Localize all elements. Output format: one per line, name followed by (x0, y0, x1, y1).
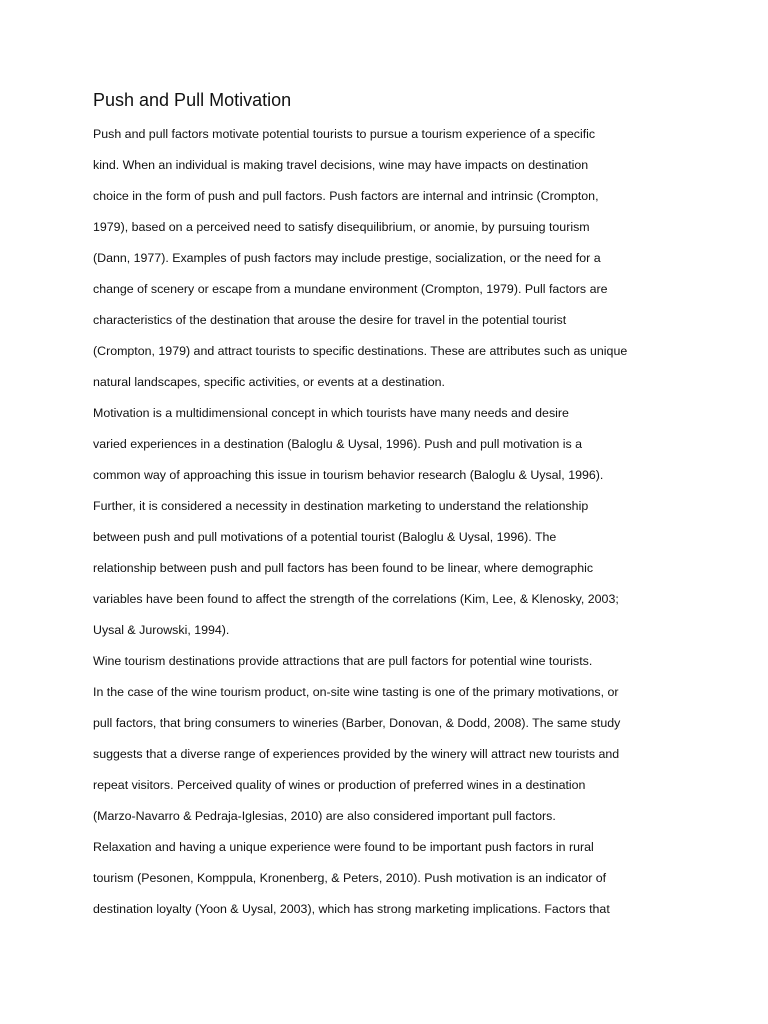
section-heading: Push and Pull Motivation (93, 90, 292, 110)
body-line: tourism (Pesonen, Komppula, Kronenberg, & Peters, 2010). Push motivation is an indicator of (93, 871, 607, 885)
body-line: characteristics of the destination that arouse the desire for travel in the potential tourist (93, 313, 567, 327)
body-line: (Crompton, 1979) and attract tourists to specific destinations. These are attributes such as unique (93, 344, 628, 358)
body-line: Uysal & Jurowski, 1994). (93, 623, 230, 637)
body-line: Motivation is a multidimensional concept in which tourists have many needs and desire (93, 406, 569, 420)
body-line: choice in the form of push and pull factors. Push factors are internal and intrinsic (Crompton, (93, 189, 599, 203)
body-line: change of scenery or escape from a mundane environment (Crompton, 1979). Pull factors are (93, 282, 608, 296)
body-line: pull factors, that bring consumers to wineries (Barber, Donovan, & Dodd, 2008). The same study (93, 716, 621, 730)
body-line: relationship between push and pull factors has been found to be linear, where demographic (93, 561, 594, 575)
body-line: Wine tourism destinations provide attractions that are pull factors for potential wine tourists. (93, 654, 593, 668)
body-line: between push and pull motivations of a potential tourist (Baloglu & Uysal, 1996). The (93, 530, 557, 544)
body-line: (Marzo-Navarro & Pedraja-Iglesias, 2010) are also considered important pull factors. (93, 809, 556, 823)
body-line: varied experiences in a destination (Baloglu & Uysal, 1996). Push and pull motivation is a (93, 437, 583, 451)
body-line: (Dann, 1977). Examples of push factors may include prestige, socialization, or the need for a (93, 251, 601, 265)
body-line: Relaxation and having a unique experience were found to be important push factors in rural (93, 840, 594, 854)
body-line: common way of approaching this issue in tourism behavior research (Baloglu & Uysal, 1996). (93, 468, 604, 482)
body-line: kind. When an individual is making travel decisions, wine may have impacts on destination (93, 158, 589, 172)
body-line: variables have been found to affect the strength of the correlations (Kim, Lee, & Klenosky, 2003; (93, 592, 619, 606)
body-line: repeat visitors. Perceived quality of wines or production of preferred wines in a destination (93, 778, 586, 792)
body-line: destination loyalty (Yoon & Uysal, 2003), which has strong marketing implications. Factors that (93, 902, 610, 916)
body-line: suggests that a diverse range of experiences provided by the winery will attract new tourists and (93, 747, 620, 761)
body-line: natural landscapes, specific activities, or events at a destination. (93, 375, 445, 389)
body-line: In the case of the wine tourism product, on-site wine tasting is one of the primary motivations, or (93, 685, 619, 699)
body-line: Further, it is considered a necessity in destination marketing to understand the relationship (93, 499, 589, 513)
body-line: Push and pull factors motivate potential tourists to pursue a tourism experience of a specific (93, 127, 596, 141)
body-line: 1979), based on a perceived need to satisfy disequilibrium, or anomie, by pursuing tourism (93, 220, 590, 234)
